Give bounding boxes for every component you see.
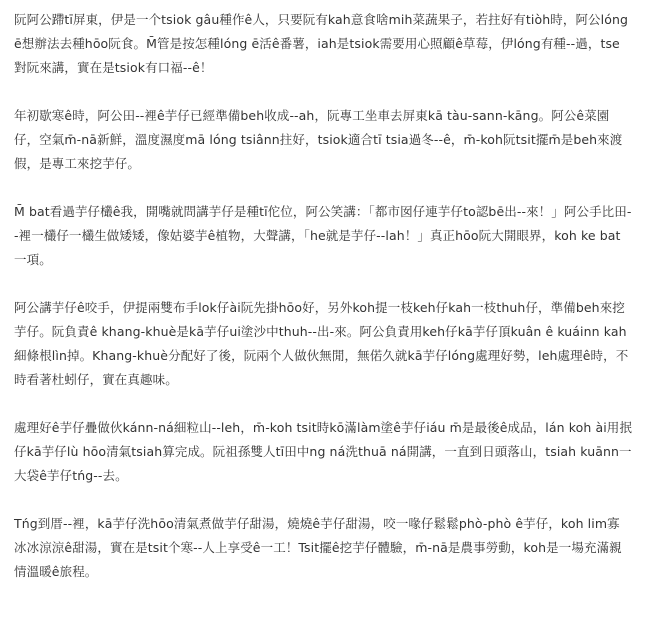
paragraph-4: 阿公講芋仔ê咬手，伊提兩雙布手lok仔ài阮先掛hōo好，另外koh提一枝keh仔kah一枝thuh仔，準備beh來挖芋仔。阮負責ê khang-khuè是kā芋仔ui塗沙中thuh--出-來。阿公負責用keh仔kā芋仔頂kuân ê kuáinn kah細條根lìn掉。Khang-khuè分配好了後，阮兩个人做伙無閒，無偌久就kā芋仔lóng處理好勢，leh處理ê時，不時看著杜蚓仔，實在真趣味。 xyxy=(14,300,629,387)
paragraph-5: 處理好ê芋仔疊做伙kánn-ná細粒山--leh，m̄-koh tsit時kō滿làm塗ê芋仔iáu m̄是最後ê成品，lán koh ài用抿仔kā芋仔lù hōo清氣tsiah算完成。阮祖孫雙人tī田中ng ná洗thuā ná開講，一直到日頭落山，tsiah kuānn一大袋ê芋仔tńg--去。 xyxy=(14,420,633,483)
paragraph-6: Tńg到厝--裡，kā芋仔洗hōo清氣煮做芋仔甜湯，燒燒ê芋仔甜湯，咬一喙仔鬆鬆phò-phò ê芋仔，koh lim寡冰冰涼涼ê甜湯，實在是tsit个寒--人上享受ê一工！Tsit擺ê挖芋仔體驗，m̄-nā是農事勞動，koh是一場充滿親情溫暖ê旅程。 xyxy=(14,516,622,579)
paragraph-1: 阮阿公蹛tī屏東，伊是一个tsiok gâu種作ê人，只要阮有kah意食啥mih菜蔬果子，若拄好有tiòh時，阿公lóng ē想辦法去種hōo阮食。M̄管是按怎種lóng ē活ê番薯，iah是tsiok需要用心照顧ê草莓，伊lóng有種--過，tse對阮來講，實在是tsiok有口福--ê！ xyxy=(14,12,629,75)
paragraph-3: M̄ bat看過芋仔欉ê我，開嘴就問講芋仔是種tī佗位，阿公笑講：「都市囡仔連芋仔to認bē出--來！」阿公手比田--裡一欉仔一欉生做矮矮，像姑婆芋ê植物，大聲講，「he就是芋仔--lah！」真正hōo阮大開眼界，koh ke bat一項。 xyxy=(14,204,632,267)
paragraph-2: 年初歇寒ê時，阿公田--裡ê芋仔已經準備beh收成--ah，阮專工坐車去屏東kā tàu-sann-kāng。阿公ê菜園仔，空氣m̄-nā新鮮，溫度濕度mā lóng tsiânn拄好，tsiok適合tī tsia過冬--ê，m̄-koh阮tsit擺m̄是beh來渡假，是專工來挖芋仔。 xyxy=(14,108,623,171)
